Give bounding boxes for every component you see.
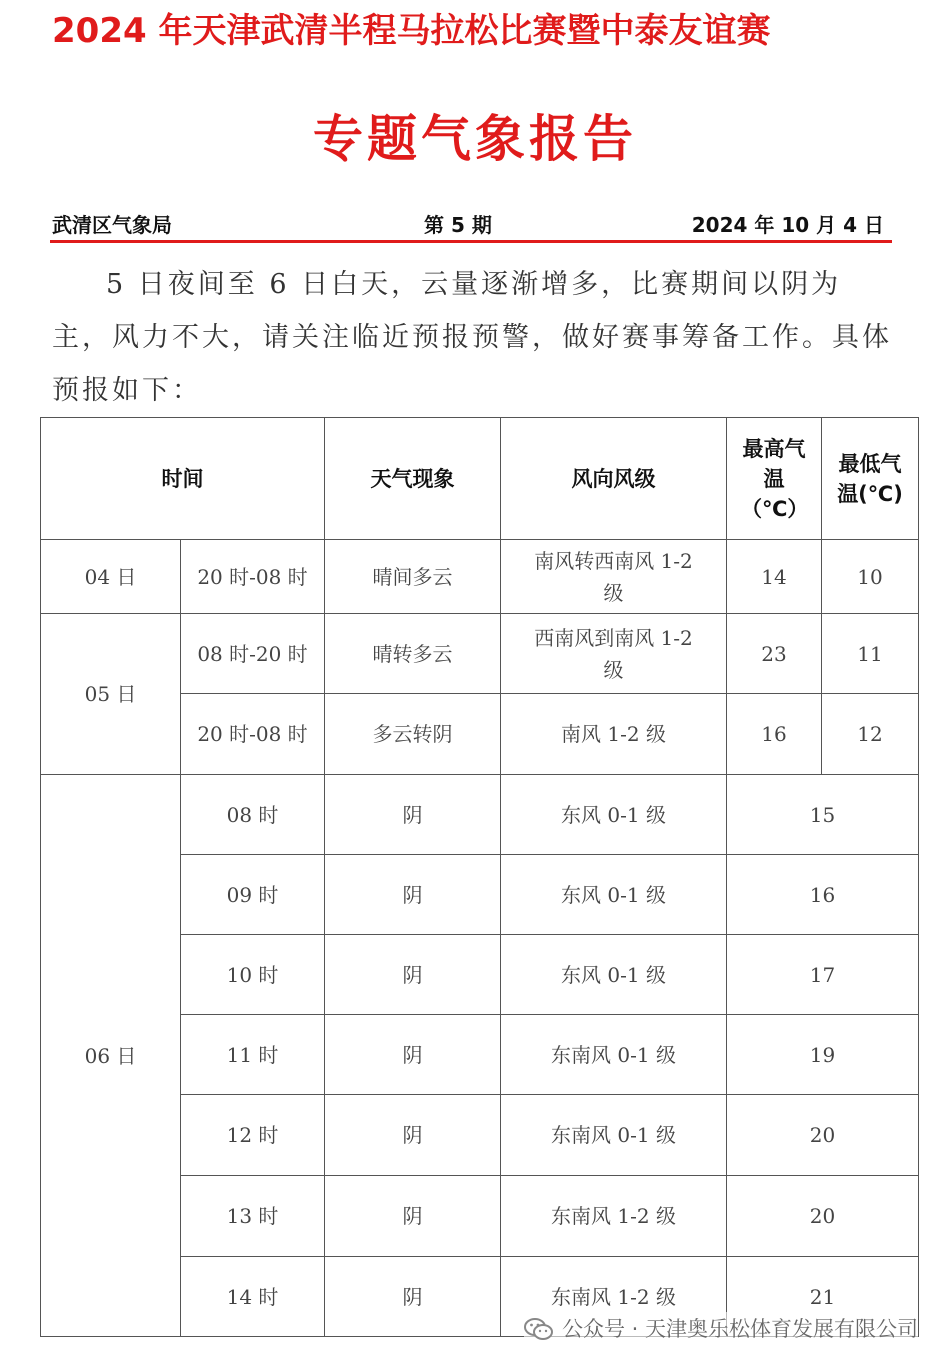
weather-cell: 晴转多云 bbox=[325, 614, 501, 694]
wind-cell: 东风 0-1 级 bbox=[501, 855, 727, 935]
high-temp-cell: 23 bbox=[727, 614, 822, 694]
forecast-table bbox=[40, 417, 919, 1337]
temp-cell: 20 bbox=[727, 1095, 919, 1176]
period-cell: 09 时 bbox=[181, 855, 325, 935]
period-cell: 08 时-20 时 bbox=[181, 614, 325, 694]
temp-cell: 15 bbox=[727, 775, 919, 855]
table-row bbox=[41, 540, 919, 614]
wechat-icon bbox=[524, 1317, 554, 1341]
period-cell: 13 时 bbox=[181, 1176, 325, 1257]
report-title: 专题气象报告 bbox=[313, 110, 637, 168]
weather-cell: 阴 bbox=[325, 1015, 501, 1095]
wind-cell: 东南风 1-2 级 bbox=[501, 1257, 727, 1337]
issue-date: 2024 年 10 月 4 日 bbox=[691, 213, 884, 237]
wind-cell: 东南风 1-2 级 bbox=[501, 1176, 727, 1257]
temp-cell: 20 bbox=[727, 1176, 919, 1257]
temp-cell: 17 bbox=[727, 935, 919, 1015]
high-temp-cell: 14 bbox=[727, 540, 822, 614]
watermark-text: 公众号 · 天津奥乐松体育发展有限公司 bbox=[561, 1317, 918, 1341]
day-cell: 06 日 bbox=[41, 775, 181, 1337]
period-cell: 10 时 bbox=[181, 935, 325, 1015]
period-cell: 08 时 bbox=[181, 775, 325, 855]
weather-cell: 阴 bbox=[325, 935, 501, 1015]
forecast-summary bbox=[52, 258, 900, 417]
wind-cell: 西南风到南风 1-2 级 bbox=[501, 614, 727, 694]
period-cell: 12 时 bbox=[181, 1095, 325, 1176]
header-high-temp: 最高气温（℃） bbox=[727, 418, 822, 540]
table-row bbox=[41, 614, 919, 694]
low-temp-cell: 10 bbox=[822, 540, 919, 614]
period-cell: 20 时-08 时 bbox=[181, 694, 325, 775]
issuer-name: 武清区气象局 bbox=[52, 213, 172, 237]
temp-cell: 21 bbox=[727, 1257, 919, 1337]
summary-text: 5 日夜间至 6 日白天，云量逐渐增多，比赛期间以阴为主，风力不大，请关注临近预报预警，做好赛事筹备工作。具体预报如下： bbox=[52, 269, 892, 406]
wind-cell: 东南风 0-1 级 bbox=[501, 1015, 727, 1095]
wind-cell: 南风 1-2 级 bbox=[501, 694, 727, 775]
event-banner-title: 2024 年天津武清半程马拉松比赛暨中泰友谊赛 bbox=[52, 11, 771, 51]
high-temp-cell: 16 bbox=[727, 694, 822, 775]
day-cell: 04 日 bbox=[41, 540, 181, 614]
weather-cell: 晴间多云 bbox=[325, 540, 501, 614]
wind-cell: 东风 0-1 级 bbox=[501, 935, 727, 1015]
low-temp-cell: 12 bbox=[822, 694, 919, 775]
table-header-row bbox=[41, 418, 919, 540]
low-temp-cell: 11 bbox=[822, 614, 919, 694]
wind-cell: 南风转西南风 1-2 级 bbox=[501, 540, 727, 614]
table-row bbox=[41, 775, 919, 855]
header-time: 时间 bbox=[41, 418, 325, 540]
header-weather: 天气现象 bbox=[325, 418, 501, 540]
weather-cell: 多云转阴 bbox=[325, 694, 501, 775]
temp-cell: 16 bbox=[727, 855, 919, 935]
header-low-temp: 最低气温(℃) bbox=[822, 418, 919, 540]
weather-cell: 阴 bbox=[325, 855, 501, 935]
temp-cell: 19 bbox=[727, 1015, 919, 1095]
weather-cell: 阴 bbox=[325, 1257, 501, 1337]
weather-cell: 阴 bbox=[325, 775, 501, 855]
header-wind: 风向风级 bbox=[501, 418, 727, 540]
day-cell: 05 日 bbox=[41, 614, 181, 775]
wind-cell: 东南风 0-1 级 bbox=[501, 1095, 727, 1176]
weather-cell: 阴 bbox=[325, 1095, 501, 1176]
issue-number: 第 5 期 bbox=[424, 213, 492, 237]
period-cell: 14 时 bbox=[181, 1257, 325, 1337]
header-divider bbox=[50, 240, 892, 243]
period-cell: 20 时-08 时 bbox=[181, 540, 325, 614]
period-cell: 11 时 bbox=[181, 1015, 325, 1095]
source-watermark bbox=[524, 1312, 918, 1346]
wind-cell: 东风 0-1 级 bbox=[501, 775, 727, 855]
weather-cell: 阴 bbox=[325, 1176, 501, 1257]
